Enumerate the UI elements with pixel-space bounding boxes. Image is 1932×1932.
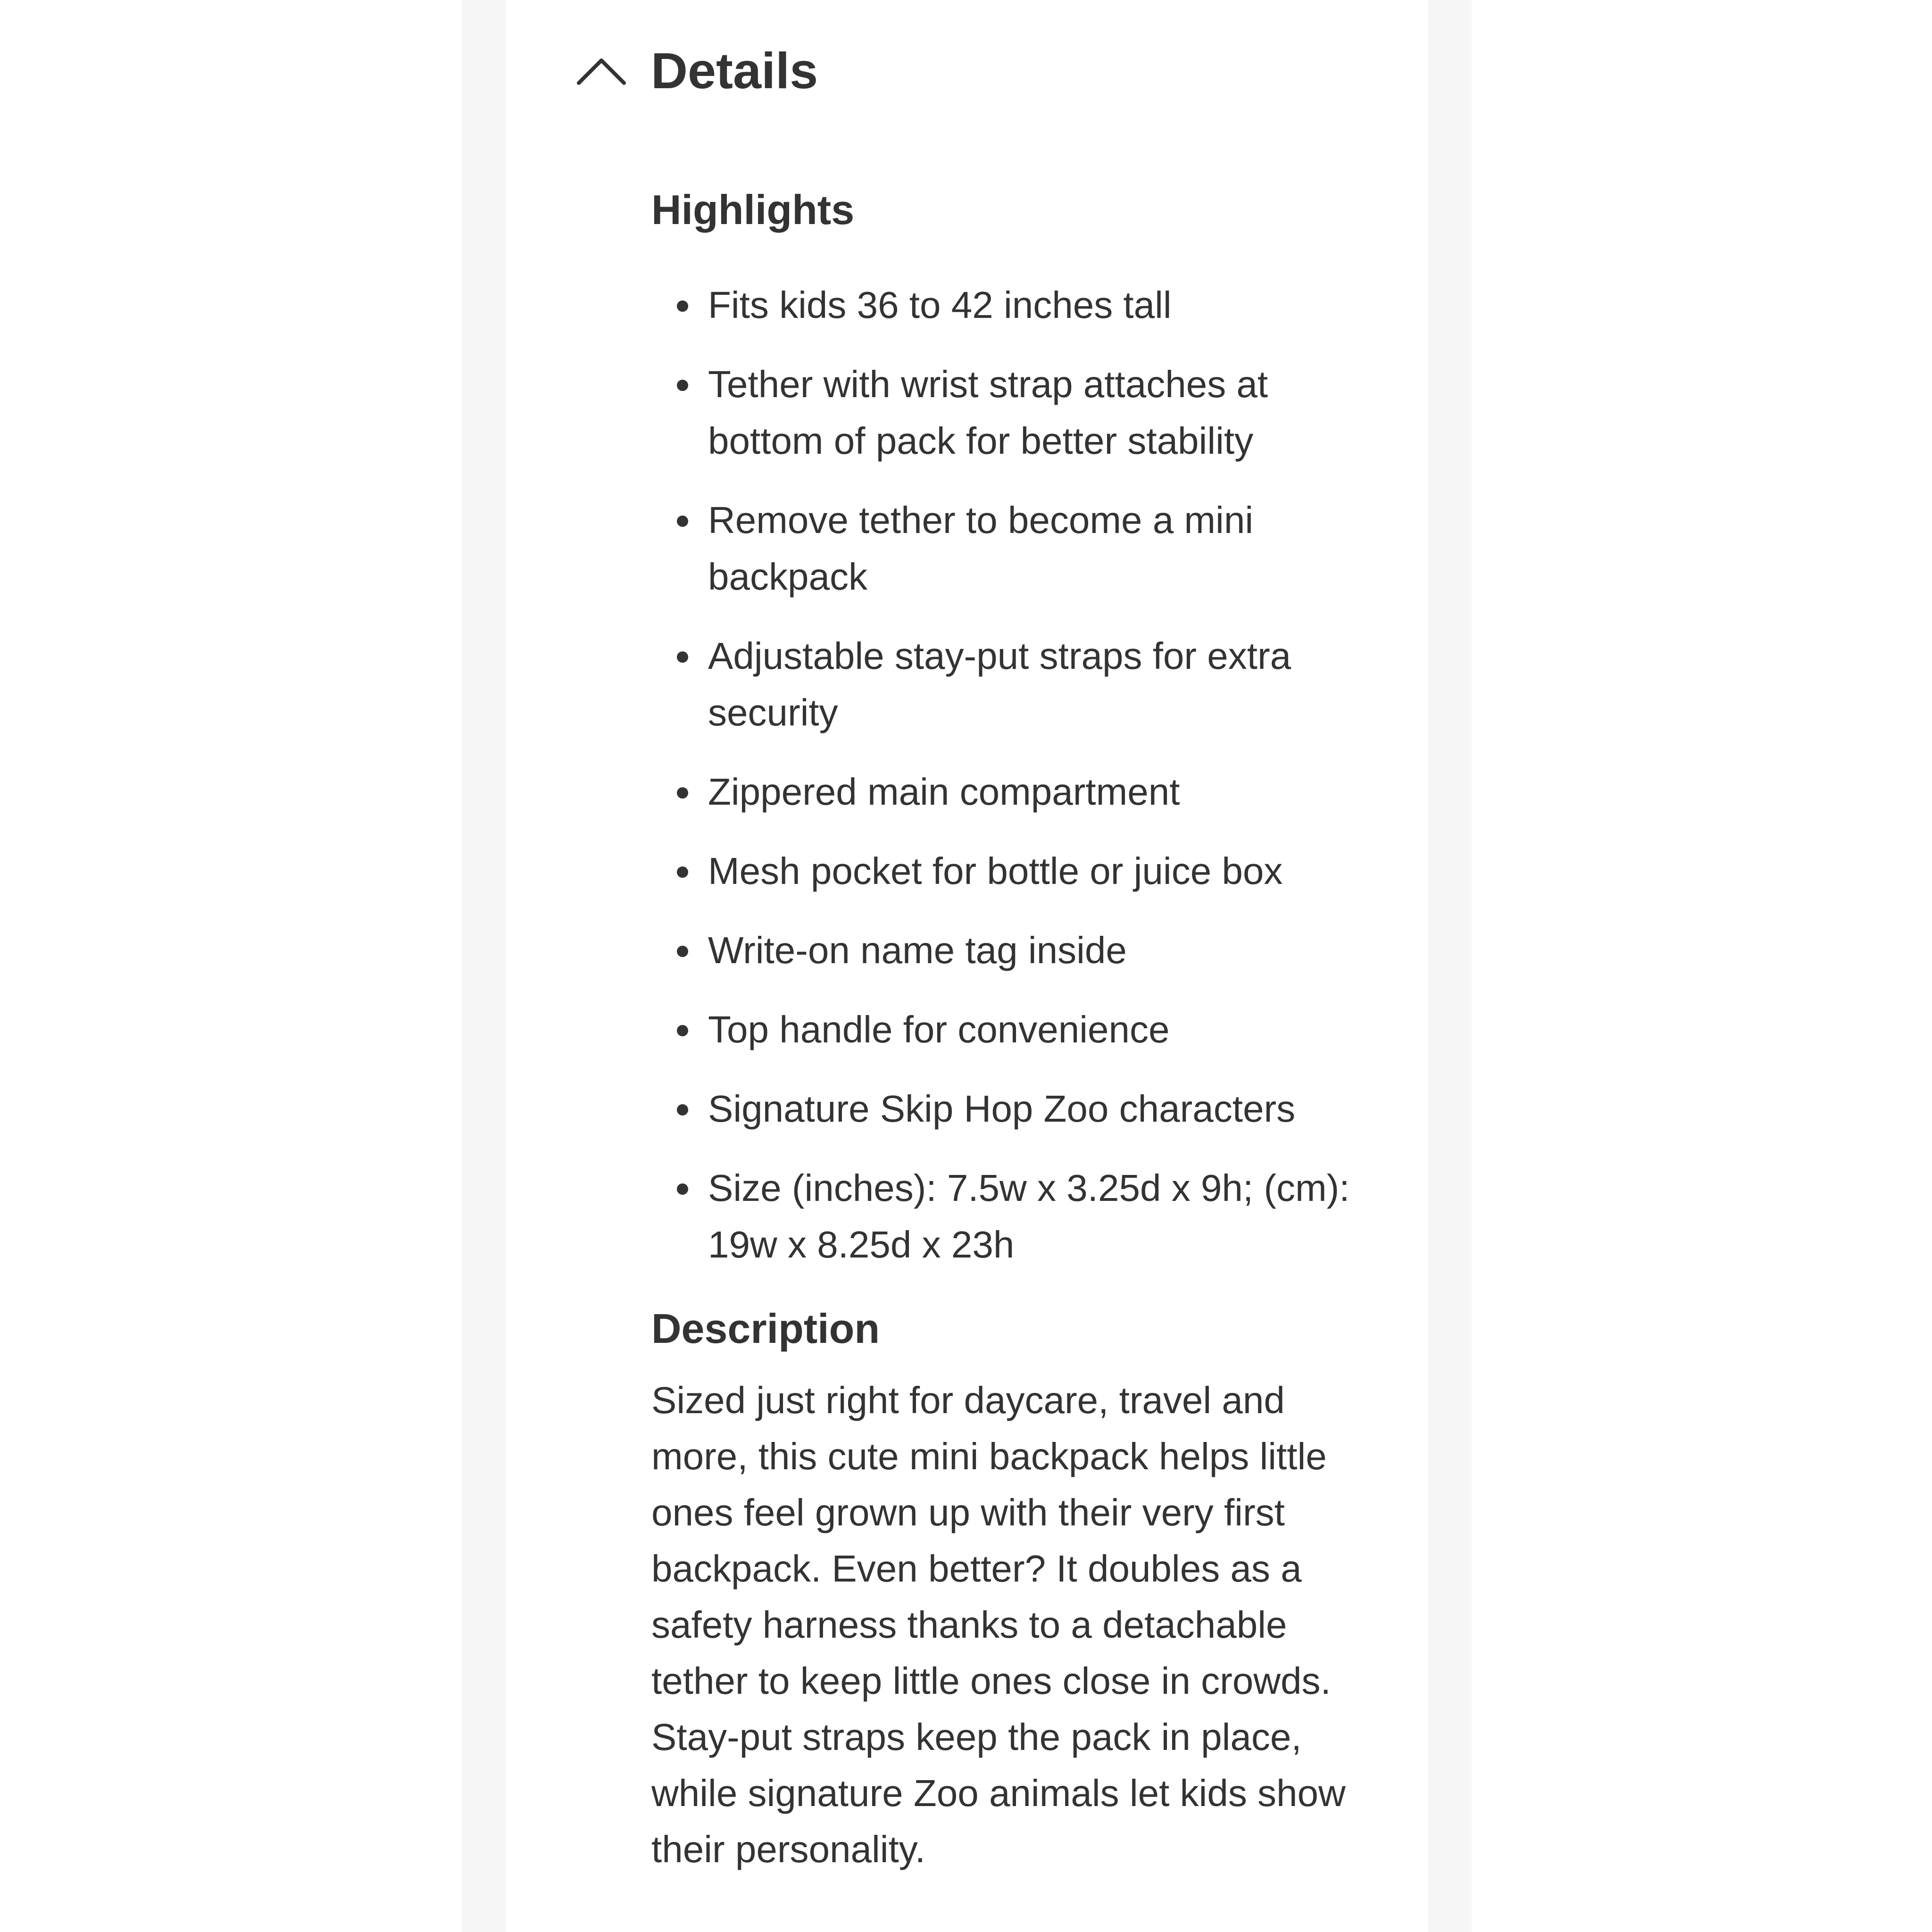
highlight-item: Tether with wrist strap attaches at bottom of pack for better stability — [651, 356, 1387, 469]
highlight-item: Size (inches): 7.5w x 3.25d x 9h; (cm): 19w x 8.25d x 23h — [651, 1160, 1387, 1273]
highlight-item: Mesh pocket for bottle or juice box — [651, 843, 1387, 899]
details-content — [651, 182, 1387, 1877]
details-accordion-toggle[interactable] — [575, 38, 818, 104]
highlights-heading: Highlights — [651, 186, 855, 233]
highlight-item: Top handle for convenience — [651, 1001, 1387, 1058]
highlight-item: Fits kids 36 to 42 inches tall — [651, 277, 1387, 333]
highlight-item: Adjustable stay-put straps for extra security — [651, 628, 1387, 741]
chevron-up-icon[interactable] — [575, 45, 627, 97]
highlights-list — [651, 277, 1387, 1273]
description-text: Sized just right for daycare, travel and more, this cute mini backpack helps little ones feel grown up with their very first backpack. Even better? It doubles as a safety harness thanks to a detachable tether to keep little ones close in crowds. Stay-put straps keep the pack in place, while signature Zoo animals let kids show their personality. — [651, 1379, 1346, 1870]
description-heading: Description — [651, 1305, 880, 1352]
highlight-item: Write-on name tag inside — [651, 922, 1387, 979]
highlight-item: Remove tether to become a mini backpack — [651, 492, 1387, 605]
details-title: Details — [651, 42, 818, 99]
highlight-item: Signature Skip Hop Zoo characters — [651, 1081, 1387, 1137]
highlight-item: Zippered main compartment — [651, 764, 1387, 820]
